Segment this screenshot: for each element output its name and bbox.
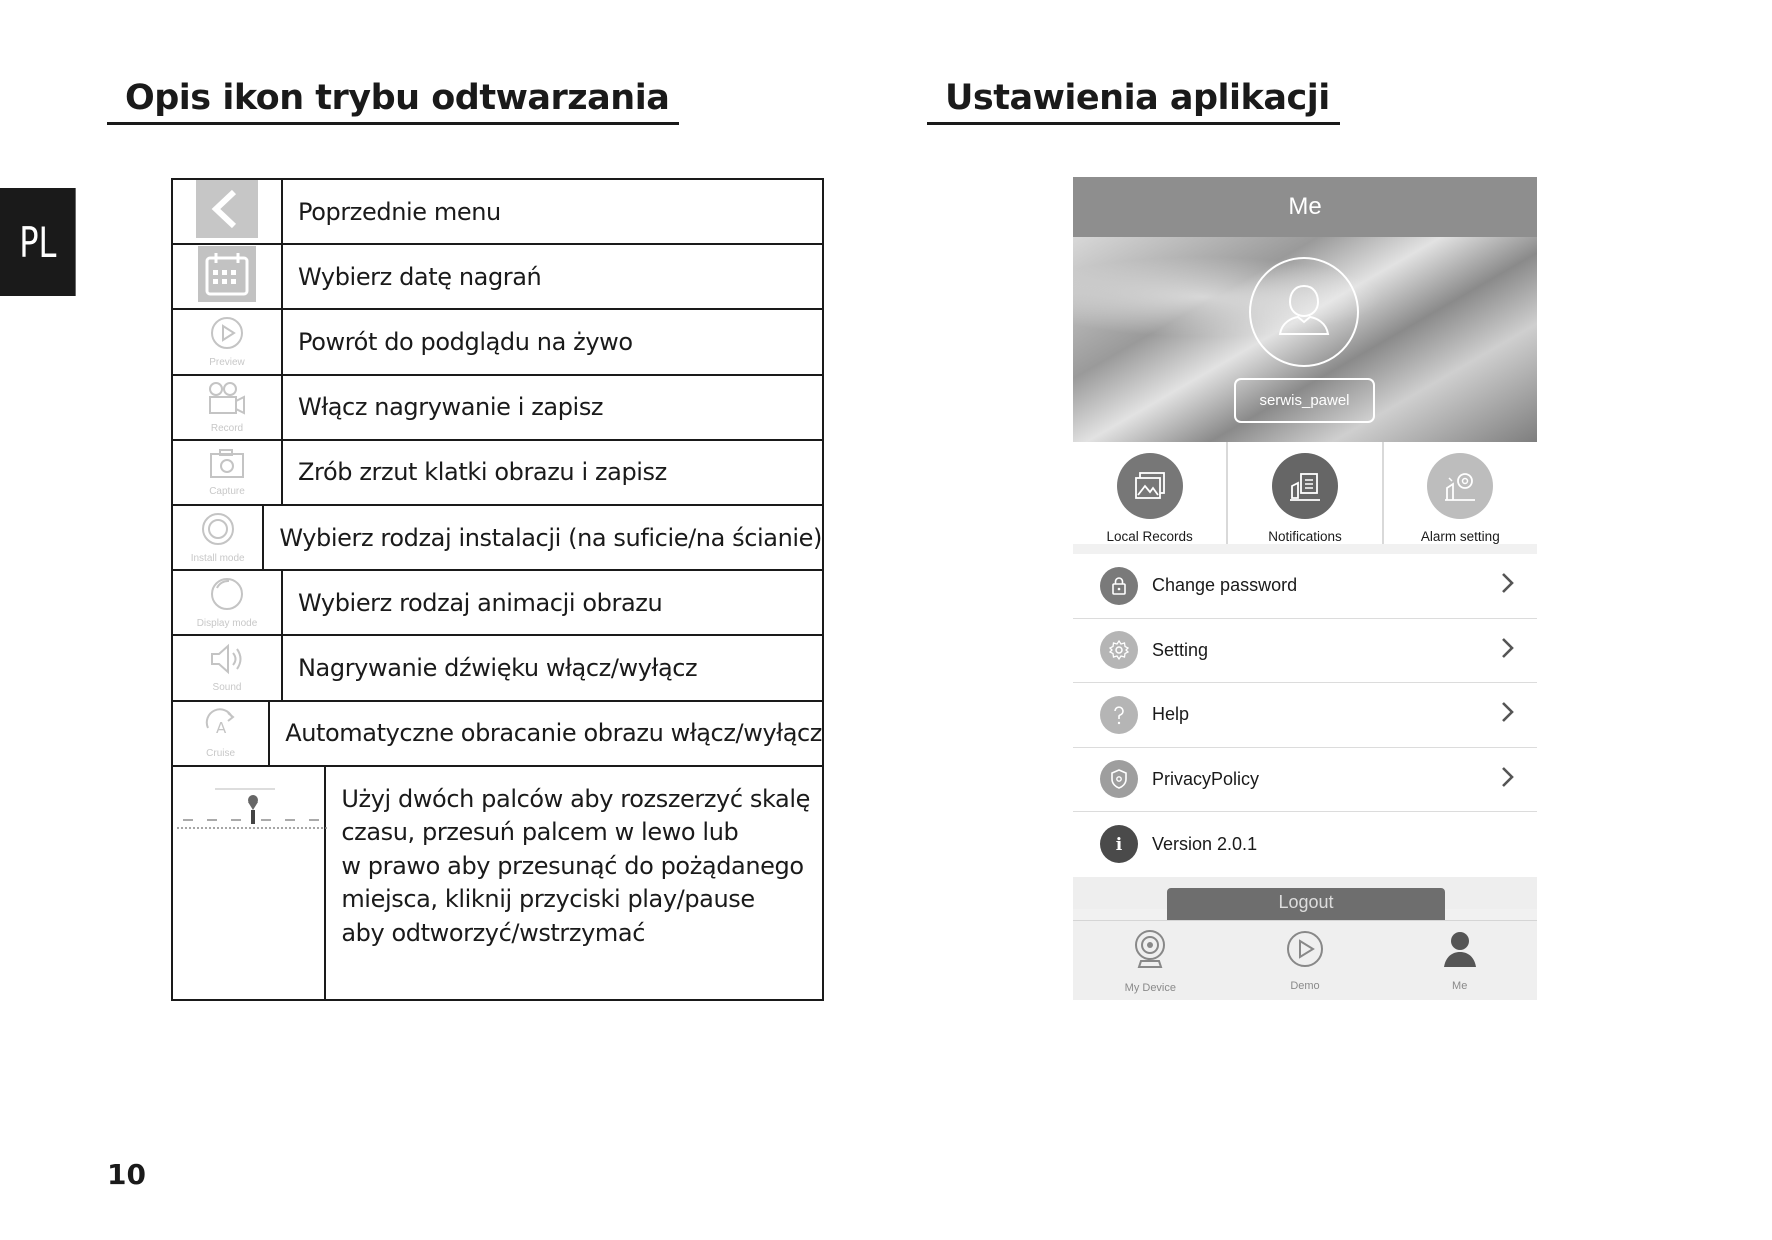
tab-label: Me — [1452, 980, 1468, 992]
sound-icon — [208, 642, 246, 681]
page-number: 10 — [107, 1158, 146, 1191]
table-cell-description: Wybierz rodzaj instalacji (na suficie/na ścianie) — [279, 523, 822, 552]
language-tab: PL — [0, 188, 76, 296]
chevron-right-icon — [1501, 637, 1515, 664]
tab-demo[interactable] — [1228, 921, 1383, 1000]
settings-menu — [1073, 554, 1537, 877]
tab-my-device[interactable] — [1073, 921, 1228, 1000]
table-cell-description: Poprzednie menu — [298, 197, 501, 226]
description-line: aby odtworzyć/wstrzymać — [341, 918, 645, 947]
table-row — [173, 636, 822, 701]
me-person-icon — [1440, 929, 1480, 974]
local-records-icon — [1117, 453, 1183, 519]
cruise-icon — [202, 708, 240, 747]
logout-label: Logout — [1278, 891, 1334, 912]
table-row — [173, 310, 822, 375]
chevron-right-icon — [1501, 766, 1515, 793]
menu-item-label: Change password — [1152, 575, 1298, 596]
avatar[interactable] — [1249, 257, 1359, 367]
icon-caption: Install mode — [190, 553, 245, 565]
timeline-description — [326, 767, 822, 999]
table-row — [173, 702, 822, 767]
description-line: miejsca, kliknij przyciski play/pause — [341, 885, 755, 914]
local-records-label: Local Records — [1106, 529, 1193, 544]
menu-item-label: Help — [1152, 704, 1190, 725]
menu-item-label: Setting — [1152, 639, 1209, 660]
capture-camera-icon — [208, 448, 246, 485]
preview-play-icon — [209, 315, 245, 356]
record-camera-icon — [206, 381, 248, 422]
alarm-setting-button[interactable] — [1384, 442, 1537, 544]
table-cell-description: Zrób zrzut klatki obrazu i zapisz — [298, 458, 667, 487]
user-avatar-icon — [1272, 278, 1336, 347]
shield-icon — [1100, 760, 1138, 798]
table-row — [173, 506, 822, 571]
icon-caption: Sound — [212, 682, 242, 694]
table-row — [173, 441, 822, 506]
help-icon — [1100, 696, 1138, 734]
table-row — [173, 180, 822, 245]
chevron-right-icon — [1501, 572, 1515, 599]
icon-caption: Record — [210, 422, 244, 434]
svg-text:i: i — [1115, 835, 1123, 856]
demo-play-icon — [1285, 929, 1325, 974]
table-cell-description: Powrót do podglądu na żywo — [298, 327, 633, 356]
quick-actions — [1073, 442, 1537, 554]
back-arrow-icon — [196, 180, 258, 243]
tab-label: Demo — [1290, 980, 1320, 992]
description-line: czasu, przesuń palcem w lewo lub — [341, 818, 739, 847]
icon-caption: Display mode — [196, 618, 258, 630]
icon-caption: Cruise — [206, 747, 236, 759]
menu-item-privacy-policy[interactable] — [1073, 748, 1537, 813]
description-line: Użyj dwóch palców aby rozszerzyć skalę — [341, 784, 810, 813]
table-row — [173, 571, 822, 636]
app-header-title: Me — [1288, 193, 1322, 220]
section-title-app-settings: Ustawienia aplikacji — [927, 76, 1340, 125]
table-cell-description: Wybierz datę nagrań — [298, 262, 542, 291]
description-line: w prawo aby przesunąć do pożądanego — [341, 851, 804, 880]
alarm-setting-icon — [1427, 453, 1493, 519]
username-badge[interactable] — [1234, 378, 1375, 423]
table-cell-description: Automatyczne obracanie obrazu włącz/wyłącz — [285, 719, 822, 748]
table-row — [173, 245, 822, 310]
menu-item-setting[interactable] — [1073, 619, 1537, 684]
notifications-button[interactable] — [1228, 442, 1383, 544]
version-label: Version 2.0.1 — [1152, 833, 1258, 854]
chevron-right-icon — [1501, 701, 1515, 728]
svg-text:A: A — [215, 718, 226, 737]
menu-item-label: PrivacyPolicy — [1152, 768, 1260, 789]
camera-device-icon — [1133, 929, 1167, 976]
table-row — [173, 376, 822, 441]
alarm-setting-label: Alarm setting — [1420, 529, 1500, 544]
notifications-label: Notifications — [1268, 529, 1342, 544]
local-records-button[interactable] — [1073, 442, 1228, 544]
table-cell-description: Wybierz rodzaj animacji obrazu — [298, 588, 663, 617]
menu-item-change-password[interactable] — [1073, 554, 1537, 619]
bottom-tab-bar — [1073, 920, 1537, 1000]
install-mode-icon — [200, 511, 236, 552]
notifications-icon — [1272, 453, 1338, 519]
icon-caption: Capture — [209, 485, 245, 497]
gear-icon — [1100, 631, 1138, 669]
lock-icon — [1100, 567, 1138, 605]
menu-item-help[interactable] — [1073, 683, 1537, 748]
app-header — [1073, 177, 1537, 237]
timeline-scale-icon — [175, 785, 330, 846]
table-row — [173, 767, 822, 999]
playback-icon-table — [171, 178, 824, 1001]
display-mode-icon — [209, 576, 245, 617]
tab-label: My Device — [1124, 982, 1176, 994]
profile-banner — [1073, 237, 1537, 442]
section-title-playback-icons: Opis ikon trybu odtwarzania — [107, 76, 679, 125]
icon-caption: Preview — [209, 357, 245, 369]
tab-me[interactable] — [1382, 921, 1537, 1000]
calendar-icon — [198, 246, 256, 307]
menu-item-version — [1073, 812, 1537, 877]
table-cell-description: Włącz nagrywanie i zapisz — [298, 393, 604, 422]
app-settings-screenshot — [1073, 177, 1537, 1000]
table-cell-description: Nagrywanie dźwięku włącz/wyłącz — [298, 653, 698, 682]
info-icon — [1100, 825, 1138, 863]
username-label: serwis_pawel — [1259, 392, 1350, 409]
